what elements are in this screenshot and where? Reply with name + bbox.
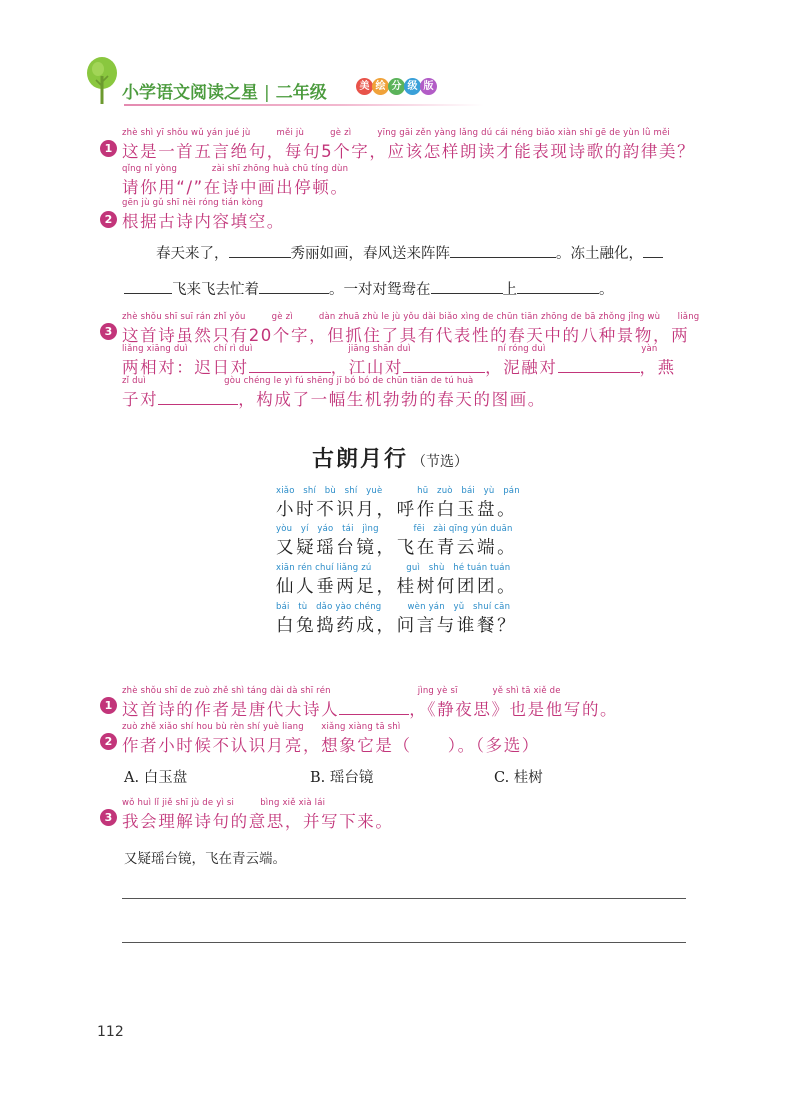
- poem-title: [312, 442, 468, 473]
- question-text: [122, 696, 618, 720]
- question-number: 1: [100, 140, 117, 157]
- title-separator: |: [264, 83, 270, 103]
- pinyin-line: liǎng xiāng duì chí rì duì jiāng shān duì ní róng duì yàn: [122, 344, 658, 354]
- series-name: 小学语文阅读之星: [122, 83, 258, 103]
- edition-badge: 绘: [372, 78, 389, 95]
- fill-text: 。冻土融化，: [556, 246, 643, 262]
- question-text-part: ，《静夜思》也是他写的。: [409, 700, 619, 719]
- answer-blank[interactable]: [403, 358, 485, 373]
- fill-text: 。一对对鸳鸯在: [329, 282, 431, 298]
- question-text-part: 子对: [122, 390, 159, 409]
- series-title: [122, 78, 327, 103]
- pinyin-line: zhè shǒu shī suī rán zhǐ yǒu gè zì dàn zhuā zhù le jù yǒu dài biǎo xìng de chūn tiān zhōng de bā zhǒng jǐng wù liǎng: [122, 312, 700, 322]
- answer-blank[interactable]: [124, 279, 172, 294]
- page-header: [84, 56, 484, 112]
- answer-blank[interactable]: [259, 279, 329, 294]
- question-text-part: 这首诗的作者是唐代大诗人: [122, 700, 340, 719]
- fill-text: 秀丽如画，春风送来阵阵: [290, 246, 450, 262]
- question-number: 1: [100, 697, 117, 714]
- writing-line[interactable]: [122, 898, 686, 899]
- edition-badge: 级: [404, 78, 421, 95]
- answer-blank[interactable]: [229, 243, 291, 258]
- poem-text: 白兔捣药成，问言与谁餐？: [276, 616, 518, 636]
- answer-blank[interactable]: [450, 243, 556, 258]
- question-text: [122, 386, 546, 410]
- answer-blank[interactable]: [158, 390, 238, 405]
- question-number: 3: [100, 809, 117, 826]
- question-text-part: ，泥融对: [485, 358, 558, 377]
- pinyin-line: gēn jù gǔ shī nèi róng tián kòng: [122, 198, 264, 208]
- answer-blank[interactable]: [431, 279, 503, 294]
- question-text: 这首诗虽然只有20个字，但抓住了具有代表性的春天中的八种景物，两: [122, 326, 690, 345]
- page-number: 112: [97, 1024, 124, 1040]
- question-text-part: ，江山对: [330, 358, 404, 377]
- question-text-part: ，燕: [639, 358, 676, 377]
- answer-blank[interactable]: [517, 279, 599, 294]
- tree-logo-icon: [84, 56, 122, 106]
- answer-blank[interactable]: [339, 700, 409, 715]
- poem-line: [276, 600, 517, 637]
- edition-badge: 美: [356, 78, 373, 95]
- quoted-poem-line: 又疑瑶台镜，飞在青云端。: [124, 851, 286, 867]
- option-a[interactable]: A. 白玉盘: [124, 770, 188, 786]
- question-text: 我会理解诗句的意思，并写下来。: [122, 812, 394, 831]
- question-text-part: ，构成了一幅生机勃勃的春天的图画。: [238, 390, 546, 409]
- header-rule: [124, 104, 484, 106]
- fill-blank-line-2: [124, 278, 614, 299]
- grade-label: 二年级: [275, 83, 327, 103]
- question-text-part: 两相对：迟日对: [122, 358, 249, 377]
- pinyin-line: zuò zhě xiǎo shí hou bù rèn shí yuè liang xiǎng xiàng tā shì: [122, 722, 401, 732]
- poem-subtitle: （节选）: [412, 454, 469, 470]
- question-number: 3: [100, 323, 117, 340]
- fill-text: 飞来飞去忙着: [172, 282, 259, 298]
- poem-title-text: 古朗月行: [312, 446, 409, 472]
- writing-line[interactable]: [122, 942, 686, 943]
- poem-pinyin: bái tù dǎo yào chéng wèn yán yǔ shuí cān: [276, 602, 511, 612]
- fill-blank-line-1: [156, 242, 663, 263]
- pinyin-line: zhè shì yī shǒu wǔ yán jué jù měi jù gè zì yīng gāi zěn yàng lǎng dú cái néng biǎo xiàn shī gē de yùn lǜ měi: [122, 128, 670, 138]
- pinyin-line: qǐng nǐ yòng zài shī zhōng huà chū tíng dùn: [122, 164, 349, 174]
- poem-pinyin: xiǎo shí bù shí yuè hū zuò bái yù pán: [276, 486, 520, 496]
- poem-pinyin: xiān rén chuí liǎng zú guì shù hé tuán tuán: [276, 563, 511, 573]
- question-number: 2: [100, 733, 117, 750]
- edition-badge: 版: [420, 78, 437, 95]
- poem-text: 小时不识月，呼作白玉盘。: [276, 500, 518, 520]
- question-text: 这是一首五言绝句，每句5个字，应该怎样朗读才能表现诗歌的韵律美？: [122, 142, 696, 161]
- answer-blank[interactable]: [643, 243, 663, 258]
- fill-text: 上: [502, 282, 517, 298]
- edition-badge: 分: [388, 78, 405, 95]
- poem-line: [276, 522, 517, 559]
- option-b[interactable]: B. 瑶台镜: [310, 770, 374, 786]
- poem-line: [276, 484, 520, 521]
- question-text: 根据古诗内容填空。: [122, 212, 285, 231]
- poem-line: [276, 561, 517, 598]
- answer-blank[interactable]: [249, 358, 331, 373]
- fill-text: 春天来了，: [156, 246, 229, 262]
- option-c[interactable]: C. 桂树: [494, 770, 543, 786]
- pinyin-line: zǐ duì gòu chéng le yì fú shēng jī bó bó de chūn tiān de tú huà: [122, 376, 474, 386]
- poem-text: 又疑瑶台镜，飞在青云端。: [276, 538, 518, 558]
- question-text: 作者小时候不认识月亮，想象它是（ ）。（多选）: [122, 736, 540, 755]
- pinyin-line: zhè shǒu shī de zuò zhě shì táng dài dà shī rén jìng yè sī yě shì tā xiě de: [122, 686, 561, 696]
- answer-blank[interactable]: [558, 358, 640, 373]
- poem-text: 仙人垂两足，桂树何团团。: [276, 577, 518, 597]
- pinyin-line: wǒ huì lǐ jiě shī jù de yì si bìng xiě xià lái: [122, 798, 326, 808]
- question-number: 2: [100, 211, 117, 228]
- question-text: 请你用“/”在诗中画出停顿。: [122, 178, 349, 197]
- edition-badges: [356, 78, 436, 95]
- fill-text: 。: [599, 282, 614, 298]
- poem-pinyin: yòu yí yáo tái jìng fēi zài qīng yún duān: [276, 524, 513, 534]
